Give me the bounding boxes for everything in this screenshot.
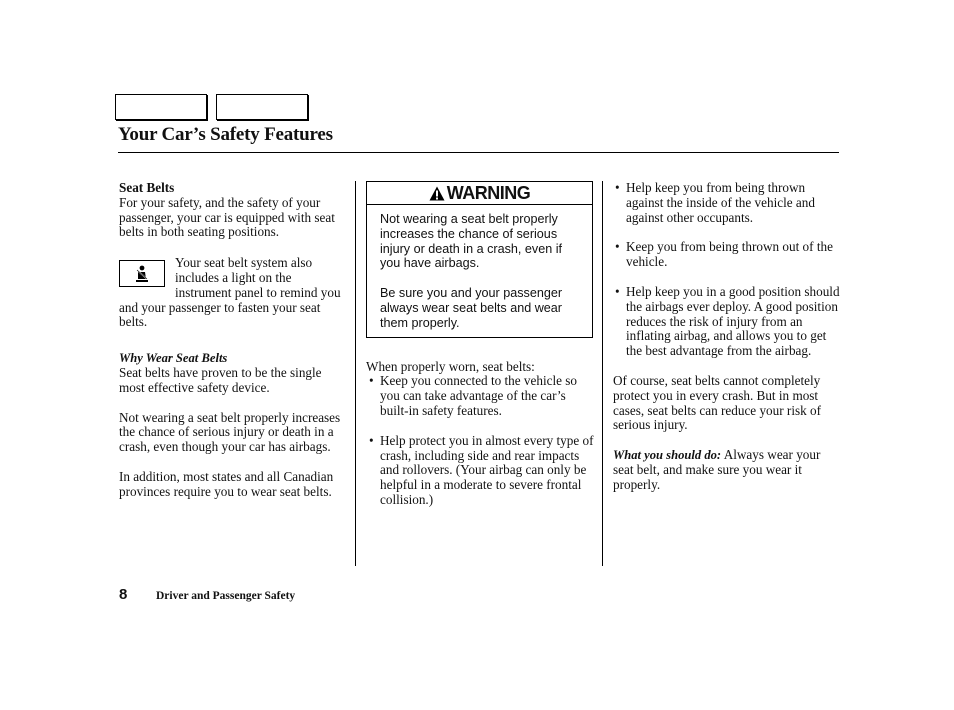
column-middle bbox=[366, 181, 594, 508]
page-number: 8 bbox=[119, 586, 128, 603]
bullet-list bbox=[612, 181, 841, 359]
column-left bbox=[119, 181, 345, 500]
warning-box bbox=[366, 181, 593, 338]
section-heading: Seat Belts bbox=[119, 180, 175, 195]
paragraph: In addition, most states and all Canadian provinces require you to wear seat belts. bbox=[119, 468, 334, 499]
paragraph: For your safety, and the safety of your passenger, your car is equipped with seat belts in both seating positions. bbox=[119, 194, 335, 240]
warning-title: WARNING bbox=[446, 182, 531, 203]
nav-tab-index[interactable] bbox=[216, 94, 308, 120]
indicator-paragraph bbox=[119, 256, 345, 330]
paragraph: Seat belts have proven to be the single most effective safety device. bbox=[119, 364, 322, 395]
list-item: • Keep you from being thrown out of the vehicle. bbox=[612, 240, 841, 270]
warning-triangle-icon bbox=[429, 186, 445, 201]
paragraph bbox=[613, 448, 841, 492]
list-item: • Keep you connected to the vehicle so you can take advantage of the car’s built-in safety features. bbox=[366, 374, 594, 418]
list-item: • Help protect you in almost every type of crash, including side and rear impacts and rollovers. (Your airbag can only be helpful in a moderate to severe frontal collision.) bbox=[366, 434, 594, 508]
seatbelt-reminder-icon bbox=[119, 260, 165, 287]
column-right bbox=[613, 181, 841, 493]
inline-label: What you should do: bbox=[613, 448, 722, 463]
footer-section-name: Driver and Passenger Safety bbox=[156, 590, 296, 602]
inline-text: Always wear your seat belt, and make sure you wear it properly. bbox=[613, 447, 821, 492]
warning-header bbox=[367, 182, 592, 205]
bullet-list bbox=[366, 374, 594, 507]
warning-text: Be sure you and your passenger always wear seat belts and wear them properly. bbox=[380, 286, 563, 330]
warning-text: Not wearing a seat belt properly increases the chance of serious injury or death in a crash, even if you have airbags. bbox=[380, 212, 563, 271]
paragraph: Your seat belt system also includes a light on the instrument panel to remind you and your passenger to fasten your seat belts. bbox=[119, 255, 341, 330]
paragraph: When properly worn, seat belts: bbox=[366, 358, 535, 374]
column-divider bbox=[355, 181, 356, 566]
page-title: Your Car’s Safety Features bbox=[118, 124, 333, 145]
paragraph: Not wearing a seat belt properly increases the chance of serious injury or death in a crash, even though your car has airbags. bbox=[119, 409, 341, 455]
paragraph: Of course, seat belts cannot completely protect you in every crash. But in most cases, seat belts can reduce your risk of serious injury. bbox=[613, 372, 821, 433]
list-item: • Help keep you in a good position should the airbags ever deploy. A good position reduces the risk of injury from an inflating airbag, and allows you to get the best advantage from the airbag. bbox=[612, 285, 841, 359]
title-divider bbox=[118, 152, 839, 153]
nav-tab-contents[interactable] bbox=[115, 94, 207, 120]
warning-body bbox=[367, 205, 592, 337]
column-divider bbox=[602, 181, 603, 566]
subheading: Why Wear Seat Belts bbox=[119, 351, 228, 366]
list-item: • Help keep you from being thrown against the inside of the vehicle and against other occupants. bbox=[612, 181, 841, 225]
